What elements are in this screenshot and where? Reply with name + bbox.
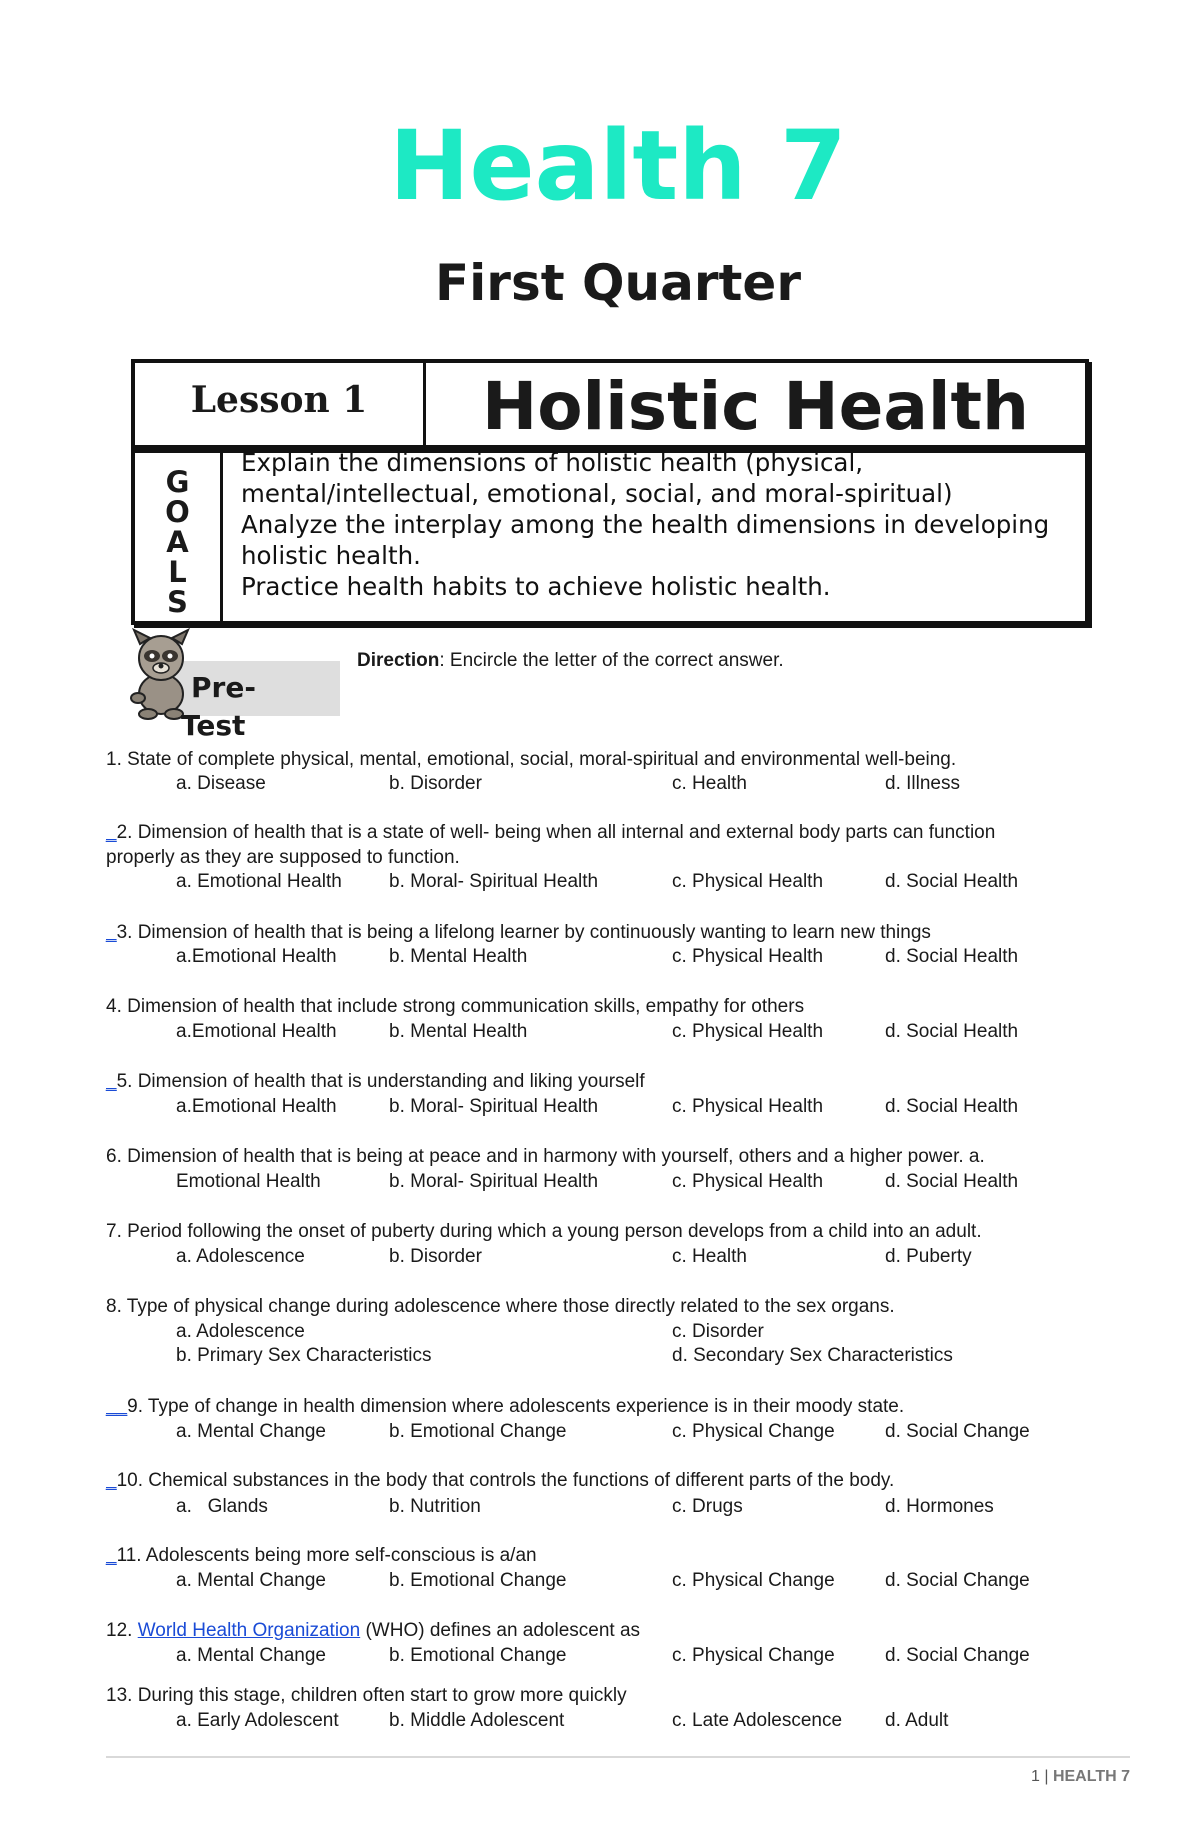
- question-6: 6. Dimension of health that is being at peace and in harmony with yourself, others and a higher power. a.: [106, 1146, 985, 1167]
- answer-option[interactable]: b. Mental Health: [389, 1021, 528, 1042]
- direction-label: Direction: [357, 650, 440, 671]
- answer-option[interactable]: a.Emotional Health: [176, 946, 337, 967]
- answer-option[interactable]: a. Adolescence: [176, 1321, 305, 1342]
- answer-option[interactable]: a. Adolescence: [176, 1246, 305, 1267]
- answer-option[interactable]: b. Middle Adolescent: [389, 1710, 565, 1731]
- question-8: 8. Type of physical change during adolescence where those directly related to the sex organs.: [106, 1296, 895, 1317]
- goals-list: [241, 447, 1065, 617]
- answer-option[interactable]: d. Social Health: [885, 1096, 1019, 1117]
- answer-option[interactable]: c. Physical Health: [672, 871, 824, 892]
- goals-box: [131, 449, 1089, 625]
- answer-option[interactable]: a. Mental Change: [176, 1645, 326, 1666]
- answer-option[interactable]: a.Emotional Health: [176, 1021, 337, 1042]
- pretest-label-line: Test: [181, 709, 246, 742]
- goal-line: Explain the dimensions of holistic health (physical,: [241, 448, 864, 477]
- answer-option[interactable]: a. Mental Change: [176, 1421, 326, 1442]
- page-footer: 1 | HEALTH 7: [1031, 1768, 1130, 1785]
- direction-text: : Encircle the letter of the correct answer.: [439, 650, 784, 671]
- answer-option[interactable]: b. Disorder: [389, 773, 482, 794]
- document-title: Health 7: [389, 110, 847, 222]
- question-5: _5. Dimension of health that is understanding and liking yourself: [106, 1071, 645, 1092]
- question-9: __9. Type of change in health dimension where adolescents experience is in their moody state.: [106, 1396, 905, 1417]
- footer-divider: [106, 1756, 1130, 1758]
- direction-instruction: [357, 650, 784, 672]
- pretest-label-line: Pre-: [191, 671, 256, 704]
- footer-label: HEALTH 7: [1052, 1768, 1130, 1785]
- who-link[interactable]: World Health Organization: [137, 1620, 361, 1641]
- question-7: 7. Period following the onset of puberty during which a young person develops from a child into an adult.: [106, 1221, 982, 1242]
- answer-option[interactable]: c. Physical Change: [672, 1645, 835, 1666]
- answer-option[interactable]: c. Health: [672, 773, 747, 794]
- answer-option[interactable]: d. Illness: [885, 773, 960, 794]
- answer-option[interactable]: d. Social Change: [885, 1645, 1030, 1666]
- lesson-number-box: [131, 359, 425, 449]
- goals-letter: A: [166, 525, 189, 559]
- answer-option[interactable]: c. Health: [672, 1246, 747, 1267]
- question-10: _10. Chemical substances in the body that controls the functions of different parts of the body.: [106, 1470, 895, 1491]
- question-3: _3. Dimension of health that is being a lifelong learner by continuously wanting to learn new things: [106, 922, 931, 943]
- page-number: 1: [1031, 1768, 1040, 1785]
- answer-option[interactable]: d. Social Change: [885, 1421, 1030, 1442]
- question-11: _11. Adolescents being more self-conscious is a/an: [106, 1545, 537, 1566]
- answer-option[interactable]: c. Physical Health: [672, 946, 824, 967]
- answer-option[interactable]: d. Secondary Sex Characteristics: [672, 1345, 953, 1366]
- question-2-continued: properly as they are supposed to function.: [106, 847, 460, 868]
- lesson-topic-box: [424, 359, 1089, 449]
- answer-option[interactable]: b. Nutrition: [389, 1496, 481, 1517]
- goals-letter: S: [167, 585, 188, 619]
- answer-option[interactable]: a. Disease: [176, 773, 266, 794]
- answer-option[interactable]: b. Emotional Change: [389, 1645, 567, 1666]
- answer-option[interactable]: c. Disorder: [672, 1321, 764, 1342]
- question-13: 13. During this stage, children often start to grow more quickly: [106, 1685, 627, 1706]
- answer-option[interactable]: c. Physical Health: [672, 1021, 824, 1042]
- goal-line: Practice health habits to achieve holistic health.: [241, 572, 831, 601]
- goal-line: mental/intellectual, emotional, social, and moral-spiritual): [241, 479, 953, 508]
- lesson-topic-label: Holistic Health: [481, 368, 1030, 445]
- pretest-label: [181, 668, 331, 746]
- answer-option[interactable]: a. Early Adolescent: [176, 1710, 339, 1731]
- answer-option[interactable]: b. Emotional Change: [389, 1421, 567, 1442]
- answer-option[interactable]: c. Late Adolescence: [672, 1710, 843, 1731]
- goal-line: Analyze the interplay among the health dimensions in developing: [241, 510, 1050, 539]
- answer-option[interactable]: b. Moral- Spiritual Health: [389, 871, 599, 892]
- answer-option[interactable]: d. Adult: [885, 1710, 949, 1731]
- answer-option[interactable]: b. Disorder: [389, 1246, 482, 1267]
- answer-option[interactable]: a.Emotional Health: [176, 1096, 337, 1117]
- answer-option[interactable]: b. Mental Health: [389, 946, 528, 967]
- answer-option[interactable]: b. Emotional Change: [389, 1570, 567, 1591]
- answer-option[interactable]: d. Social Health: [885, 946, 1019, 967]
- answer-option[interactable]: a. Emotional Health: [176, 871, 342, 892]
- answer-option[interactable]: c. Physical Health: [672, 1171, 824, 1192]
- answer-option[interactable]: c. Physical Health: [672, 1096, 824, 1117]
- goal-line: holistic health.: [241, 541, 421, 570]
- answer-option[interactable]: c. Physical Change: [672, 1570, 835, 1591]
- goals-letter: G: [165, 465, 190, 499]
- answer-option[interactable]: a. Mental Change: [176, 1570, 326, 1591]
- answer-option[interactable]: d. Puberty: [885, 1246, 972, 1267]
- answer-option[interactable]: d. Hormones: [885, 1496, 994, 1517]
- question-2: _2. Dimension of health that is a state of well- being when all internal and external body parts can function: [106, 822, 996, 843]
- document-subtitle: First Quarter: [435, 254, 801, 312]
- answer-option[interactable]: a. Glands: [176, 1496, 268, 1517]
- answer-option[interactable]: Emotional Health: [176, 1171, 321, 1192]
- answer-option[interactable]: d. Social Change: [885, 1570, 1030, 1591]
- answer-option[interactable]: d. Social Health: [885, 1021, 1019, 1042]
- answer-option[interactable]: b. Primary Sex Characteristics: [176, 1345, 432, 1366]
- answer-option[interactable]: d. Social Health: [885, 1171, 1019, 1192]
- lesson-number-label: Lesson 1: [190, 379, 368, 421]
- question-12: 12. World Health Organization (WHO) defines an adolescent as: [106, 1620, 641, 1641]
- goals-vertical-label: [135, 453, 223, 621]
- answer-option[interactable]: c. Physical Change: [672, 1421, 835, 1442]
- answer-option[interactable]: b. Moral- Spiritual Health: [389, 1171, 599, 1192]
- answer-option[interactable]: b. Moral- Spiritual Health: [389, 1096, 599, 1117]
- goals-letter: O: [165, 495, 190, 529]
- question-1: 1. State of complete physical, mental, emotional, social, moral-spiritual and environmental well-being.: [106, 749, 957, 770]
- answer-option[interactable]: d. Social Health: [885, 871, 1019, 892]
- question-4: 4. Dimension of health that include strong communication skills, empathy for others: [106, 996, 805, 1017]
- goals-letter: L: [168, 555, 187, 589]
- answer-option[interactable]: c. Drugs: [672, 1496, 743, 1517]
